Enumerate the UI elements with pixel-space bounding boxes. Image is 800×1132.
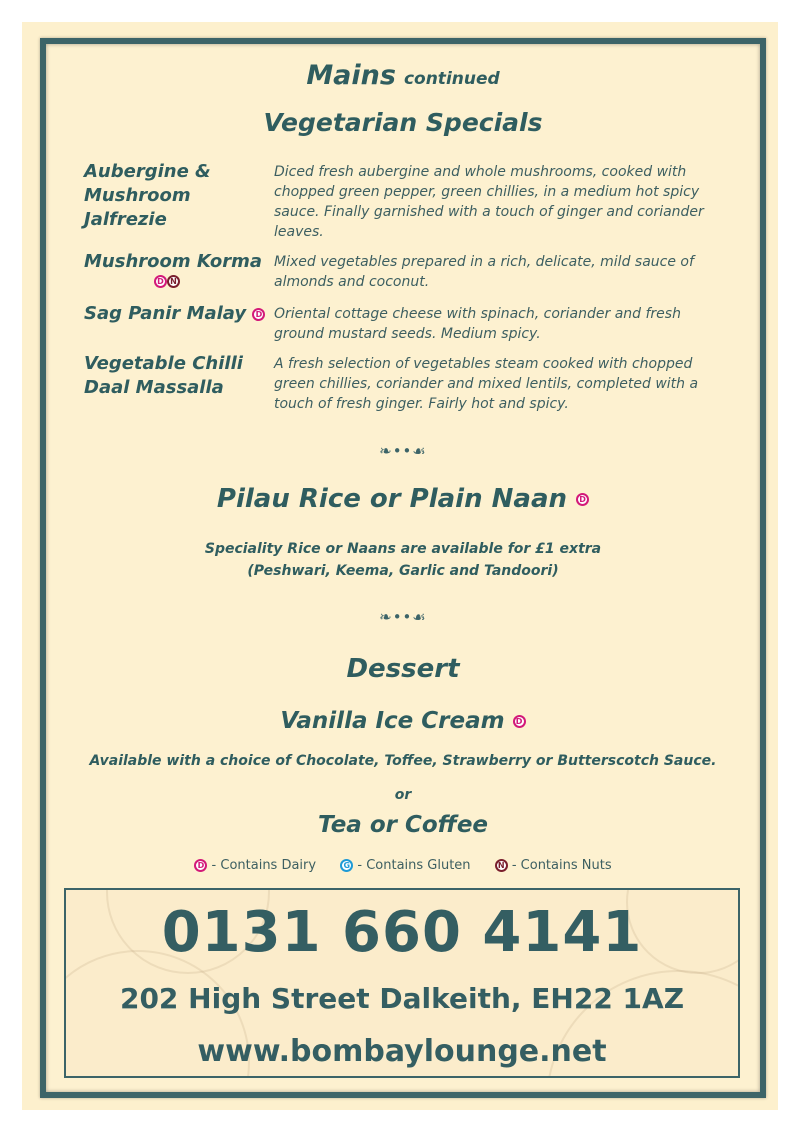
dairy-icon: D: [252, 308, 265, 321]
allergen-legend: [46, 858, 760, 873]
dairy-icon: D: [513, 715, 526, 728]
dairy-icon: D: [576, 493, 589, 506]
item-name-text: Mushroom Korma: [84, 251, 262, 272]
item-name: Vegetable Chilli Daal Massalla: [84, 353, 243, 398]
dairy-icon: D: [194, 859, 207, 872]
ornament-divider-icon: ❧••☙: [379, 442, 427, 460]
website-link[interactable]: www.bombaylounge.net: [197, 1034, 607, 1069]
dairy-icon: D: [154, 275, 167, 288]
item-name: [84, 302, 269, 326]
contact-box: [64, 888, 740, 1078]
item-name: Aubergine & Mushroom Jalfrezie: [84, 161, 211, 230]
item-name-text: Sag Panir Malay: [84, 303, 247, 324]
legend-nuts: N - Contains Nuts: [495, 858, 612, 873]
item-description: A fresh selection of vegetables steam cooked with chopped green chillies, coriander and mixed lentils, completed with a touch of fresh ginger. Fairly hot and spicy.: [274, 356, 699, 412]
menu-frame: [40, 38, 766, 1098]
item-description: Mixed vegetables prepared in a rich, delicate, mild sauce of almonds and coconut.: [274, 254, 694, 290]
dessert-item: [46, 708, 760, 734]
rice-title: [46, 484, 760, 514]
dessert-note: Available with a choice of Chocolate, Toffee, Strawberry or Butterscotch Sauce.: [89, 753, 717, 769]
rice-note-line-2: (Peshwari, Keema, Garlic and Tandoori): [247, 563, 559, 579]
dessert-alternative: Tea or Coffee: [317, 812, 489, 838]
dessert-title: Dessert: [346, 654, 460, 684]
item-badges: [84, 274, 269, 288]
mains-title: Mains: [306, 60, 396, 91]
item-description: Diced fresh aubergine and whole mushrooms, cooked with chopped green pepper, green chillies, in a medium hot spicy sauce. Finally garnished with a touch of ginger and coriander leaves.: [274, 164, 704, 240]
nuts-icon: N: [495, 859, 508, 872]
item-description: Oriental cottage cheese with spinach, coriander and fresh ground mustard seeds. Medium spicy.: [274, 306, 681, 342]
dessert-item-text: Vanilla Ice Cream: [280, 708, 505, 734]
continued-label: continued: [403, 69, 500, 89]
rice-title-text: Pilau Rice or Plain Naan: [216, 484, 568, 514]
rice-note-line-1: Speciality Rice or Naans are available for £1 extra: [204, 541, 602, 557]
legend-dairy: D - Contains Dairy: [194, 858, 316, 873]
phone-number: 0131 660 4141: [161, 900, 643, 965]
or-label: or: [394, 787, 412, 803]
rice-note: [46, 538, 760, 582]
legend-gluten: G - Contains Gluten: [340, 858, 470, 873]
item-name: [84, 250, 269, 288]
nuts-icon: N: [167, 275, 180, 288]
section-title-vegetarian: Vegetarian Specials: [263, 108, 543, 137]
menu-page: [22, 22, 778, 1110]
gluten-icon: G: [340, 859, 353, 872]
address: 202 High Street Dalkeith, EH22 1AZ: [119, 982, 685, 1015]
section-title-mains: [46, 60, 760, 91]
ornament-divider-icon: ❧••☙: [379, 608, 427, 626]
